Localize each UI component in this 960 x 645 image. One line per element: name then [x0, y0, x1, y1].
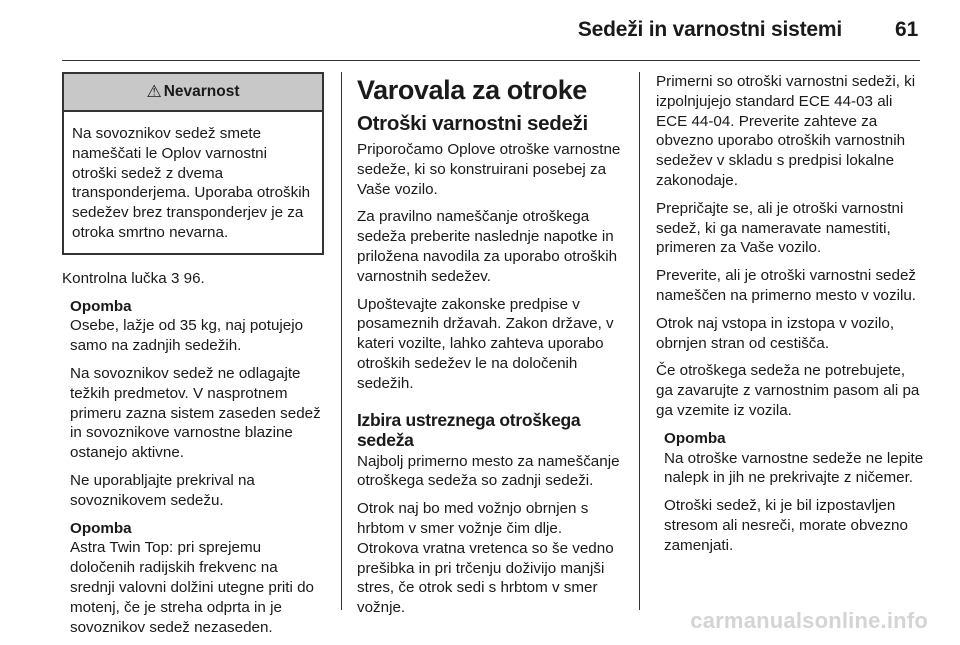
control-light-label: Kontrolna lučka [62, 269, 167, 287]
column-1 [62, 72, 324, 645]
warning-header [64, 74, 322, 112]
body-paragraph: Preverite, ali je otroški varnostni sedež nameščen na primerno mesto v vozilu. [656, 267, 916, 304]
body-paragraph: Otrok naj vstopa in izstopa v vozilo, obrnjen stran od cestišča. [656, 314, 895, 352]
note-title: Opomba [664, 429, 726, 447]
column-divider [639, 72, 640, 610]
chapter-heading: Varovala za otroke [357, 75, 587, 105]
page-number: 61 [895, 18, 919, 41]
body-paragraph: Če otroškega sedeža ne potrebujete, ga zavarujte z varnostnim pasom ali pa ga vzemite iz vozila. [656, 362, 920, 419]
section-title: Sedeži in varnostni sistemi [577, 18, 842, 41]
note-title: Opomba [70, 297, 132, 315]
control-light-reference [62, 269, 324, 289]
note-paragraph: Na sovoznikov sedež ne odlagajte težkih predmetov. V nasprotnem primeru zazna sistem zaseden sedež in sovoznikove varnostne blazine ostanejo aktivne. [70, 364, 321, 462]
note-paragraph: Osebe, lažje od 35 kg, naj potujejo samo na zadnjih sedežih. [70, 317, 304, 355]
body-paragraph: Primerni so otroški varnostni sedeži, ki izpolnjujejo standard ECE 44-03 ali ECE 44-04. Preverite zahteve za obvezno uporabo otroških varnostnih sedežev v skladu s predpisi lokalne zakonodaje. [656, 73, 916, 189]
note-paragraph: Ne uporabljajte prekrival na sovoznikovem sedežu. [70, 471, 255, 509]
body-paragraph: Otrok naj bo med vožnjo obrnjen s hrbtom v smer vožnje čim dlje. Otrokova vratna vretenca so še vedno prešibka in pri trčenju doživijo manjši stres, če otrok sedi s hrbtom v smer vožnje. [357, 500, 614, 617]
warning-triangle-icon: ⚠ [146, 82, 162, 102]
section-heading: Otroški varnostni sedeži [357, 112, 588, 135]
body-paragraph: Upoštevajte zakonske predpise v posameznih državah. Zakon države, v kateri vozilte, lahko zahteva uporabo otroških sedežev le na določenih sedežih. [357, 295, 614, 392]
body-paragraph: Za pravilno nameščanje otroškega sedeža preberite naslednje napotke in priložena navodila za uporabo otroških varnostnih sedežev. [357, 208, 618, 285]
note-paragraph: Astra Twin Top: pri sprejemu določenih radijskih frekvenc na srednji valovni dolžini utegne priti do motenj, če je streha odprta in je sovoznikov sedež nezaseden. [70, 539, 314, 636]
body-paragraph: Najbolj primerno mesto za nameščanje otroškega sedeža so zadnji sedeži. [357, 452, 620, 490]
watermark: carmanualsonline.info [690, 608, 928, 633]
subsection-heading: Izbira ustreznega otroškega sedeža [357, 409, 581, 450]
control-light-page-link[interactable]: 96. [183, 269, 205, 287]
column-divider [341, 72, 342, 610]
warning-box [62, 72, 324, 255]
note-paragraph: Na otroške varnostne sedeže ne lepite nalepk in jih ne prekrivajte z ničemer. [664, 449, 924, 487]
note-paragraph: Otroški sedež, ki je bil izpostavljen stresom ali nesreči, morate obvezno zamenjati. [664, 497, 908, 554]
page-reference-icon: 3 [170, 269, 180, 287]
note-block [656, 429, 924, 556]
note-block [62, 297, 324, 638]
warning-text: Na sovoznikov sedež smete nameščati le Oplov varnostni otroški sedež z dvema transponderjema. Uporaba otroških sedežev brez transponderjev je za otroka smrtno nevarna. [72, 125, 311, 241]
note-title: Opomba [70, 519, 132, 537]
column-2 [357, 72, 625, 626]
body-paragraph: Priporočamo Oplove otroške varnostne sedeže, ki so konstruirani posebej za Vaše vozilo. [357, 141, 621, 198]
body-paragraph: Prepričajte se, ali je otroški varnostni sedež, ki ga nameravate namestiti, primeren za Vaše vozilo. [656, 199, 904, 257]
warning-title: Nevarnost [163, 83, 240, 101]
header-rule [62, 60, 920, 61]
column-3 [656, 72, 924, 564]
